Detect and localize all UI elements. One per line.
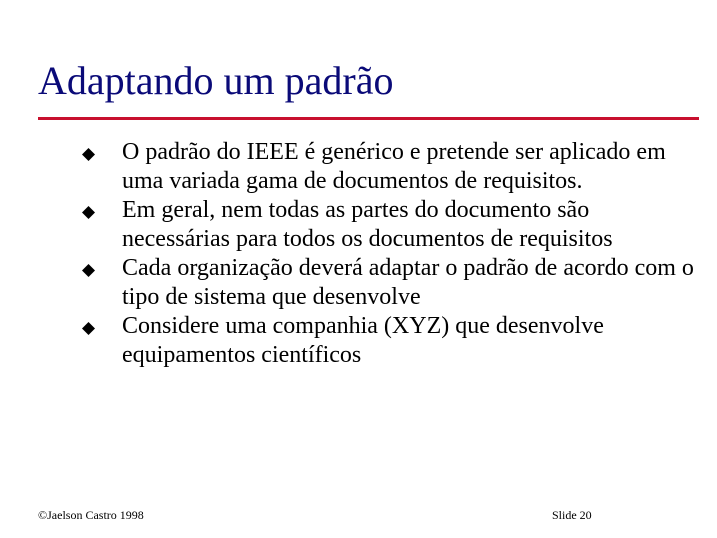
bullet-text: Em geral, nem todas as partes do documento são necessárias para todos os documentos de requisitos bbox=[122, 197, 613, 252]
title-divider bbox=[38, 117, 699, 120]
bullet-text: O padrão do IEEE é genérico e pretende ser aplicado em uma variada gama de documentos de requisitos. bbox=[122, 139, 666, 194]
diamond-bullet-icon bbox=[82, 264, 95, 277]
bullet-item bbox=[82, 138, 702, 196]
slide-title: Adaptando um padrão bbox=[38, 58, 394, 103]
bullet-list bbox=[82, 138, 702, 370]
bullet-item bbox=[82, 196, 702, 254]
bullet-text: Cada organização deverá adaptar o padrão de acordo com o tipo de sistema que desenvolve bbox=[122, 255, 694, 310]
diamond-bullet-icon bbox=[82, 206, 95, 219]
bullet-item bbox=[82, 254, 702, 312]
bullet-item bbox=[82, 312, 702, 370]
footer-slide-number: Slide 20 bbox=[552, 508, 592, 522]
diamond-bullet-icon bbox=[82, 148, 95, 161]
footer-copyright: ©Jaelson Castro 1998 bbox=[38, 508, 144, 522]
diamond-bullet-icon bbox=[82, 322, 95, 335]
bullet-text: Considere uma companhia (XYZ) que desenvolve equipamentos científicos bbox=[122, 313, 604, 368]
